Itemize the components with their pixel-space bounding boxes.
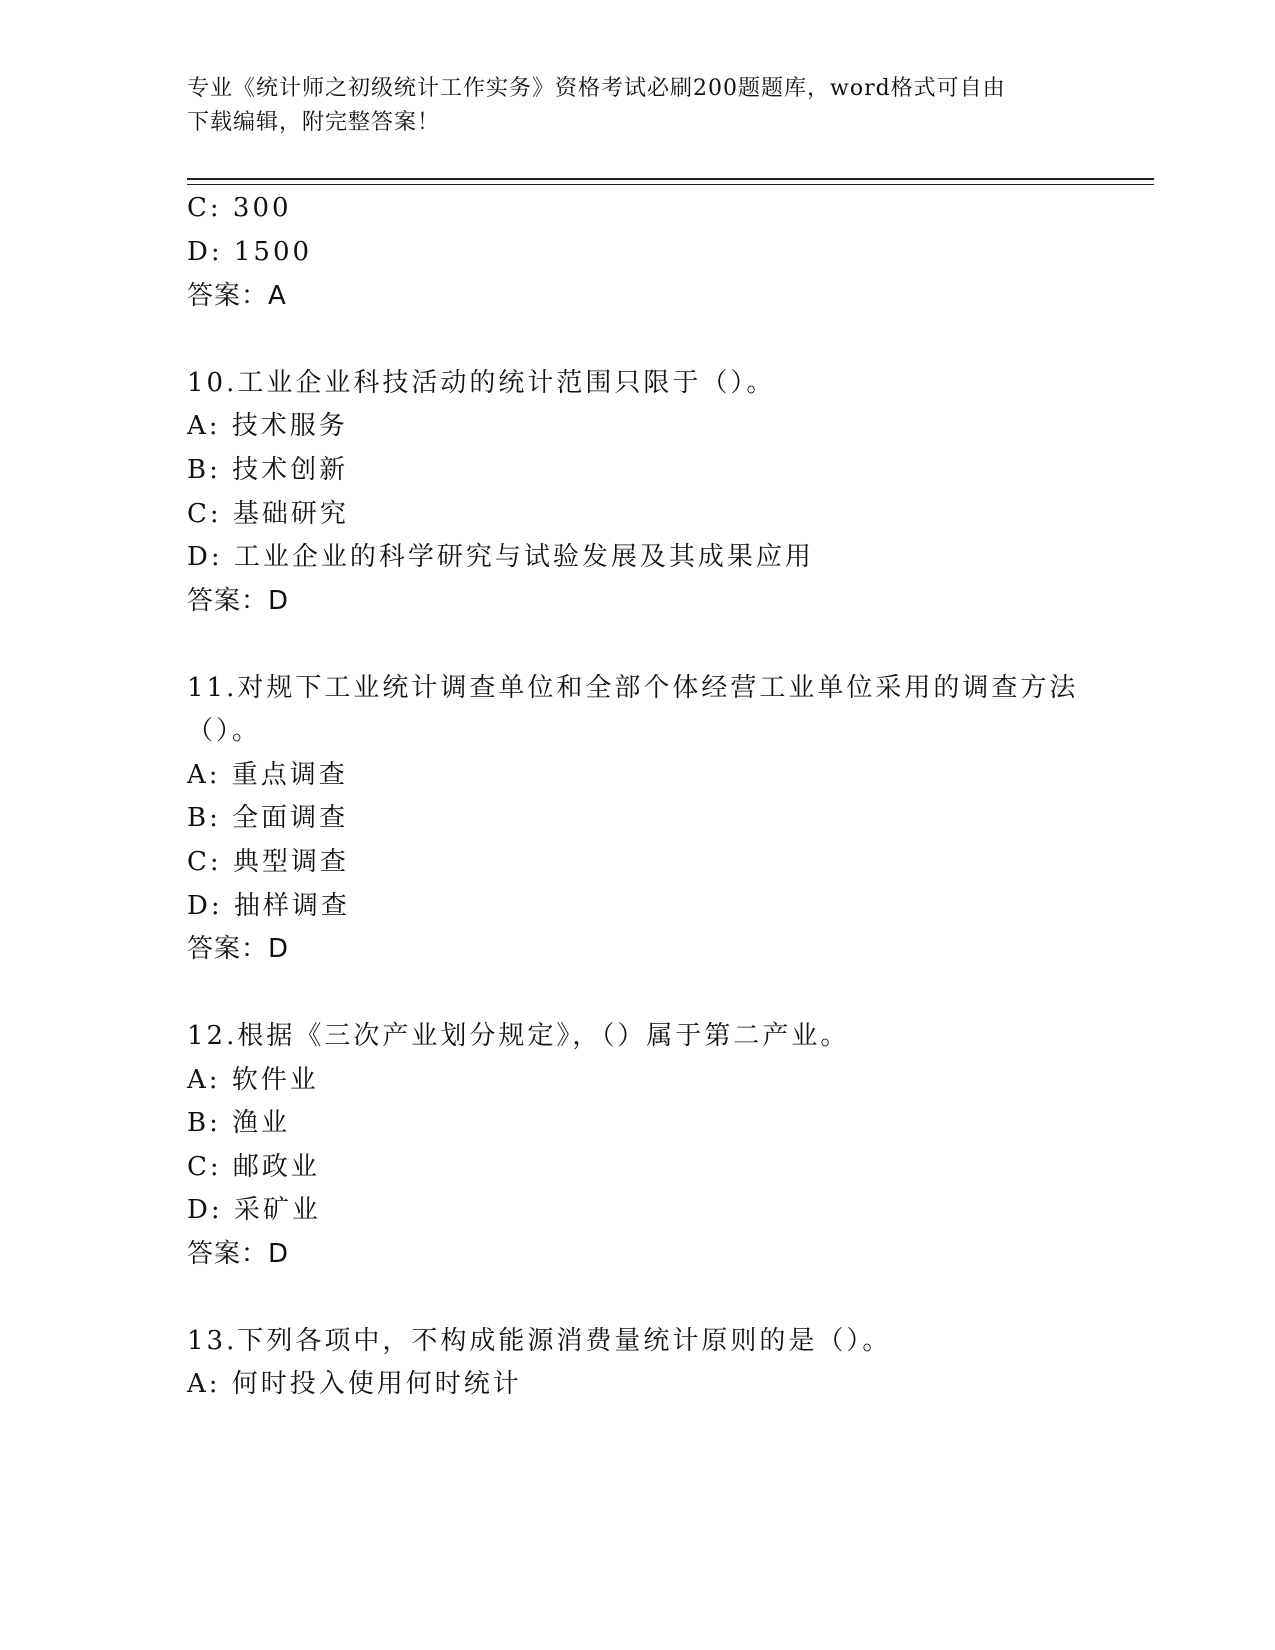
header-line-1: 专业《统计师之初级统计工作实务》资格考试必刷200题题库，word格式可自由 [187,76,1006,101]
question-11-answer: 答案：D [187,934,290,964]
question-11-option-d: D: 抽样调查 [187,891,350,921]
prev-answer: 答案：A [187,281,287,311]
question-12-option-a: A: 软件业 [187,1065,319,1095]
question-11-stem-cont: （）。 [187,716,262,746]
question-10-option-b: B: 技术创新 [187,455,349,485]
question-11-option-a: A: 重点调查 [187,760,348,790]
question-12-answer: 答案：D [187,1239,290,1269]
question-11-option-c: C: 典型调查 [187,847,349,877]
question-13-option-a: A: 何时投入使用何时统计 [187,1369,522,1399]
question-12-option-c: C: 邮政业 [187,1152,320,1182]
question-10-answer: 答案：D [187,586,290,616]
question-11-option-b: B: 全面调查 [187,803,349,833]
header-line-2: 下载编辑，附完整答案！ [187,110,441,135]
question-11-stem: 11.对规下工业统计调查单位和全部个体经营工业单位采用的调查方法 [187,673,1079,703]
prev-option-c: C: 300 [187,193,292,223]
header-rule-bottom [187,184,1154,185]
question-10-option-c: C: 基础研究 [187,499,349,529]
question-12-stem: 12.根据《三次产业划分规定》，（）属于第二产业。 [187,1021,850,1051]
header-rule-top [187,178,1154,180]
document-header [187,72,1087,140]
prev-option-d: D: 1500 [187,237,313,267]
question-10-option-d: D: 工业企业的科学研究与试验发展及其成果应用 [187,542,814,572]
question-10-stem: 10.工业企业科技活动的统计范围只限于（）。 [187,368,776,398]
question-13-stem: 13.下列各项中，不构成能源消费量统计原则的是（）。 [187,1326,892,1356]
question-10-option-a: A: 技术服务 [187,411,348,441]
question-12-option-b: B: 渔业 [187,1108,291,1138]
question-12-option-d: D: 采矿业 [187,1195,321,1225]
